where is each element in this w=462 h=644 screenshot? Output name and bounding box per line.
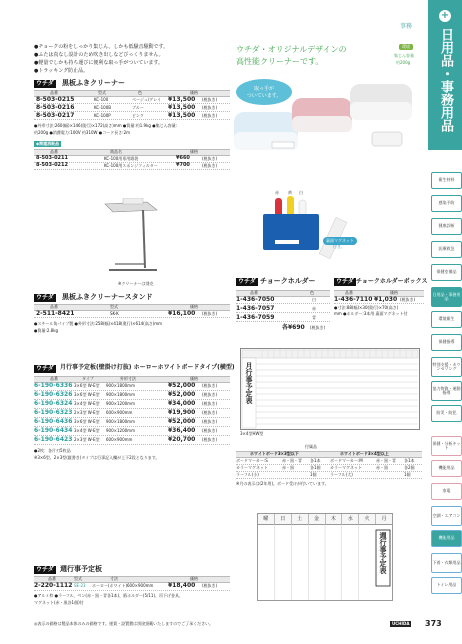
magnet-badge-2: 付き。 — [333, 244, 345, 249]
table-row: 2-220-1112 SE-23 ホーロー(ホワイト)600×900mm ¥18,400 (税抜き) — [34, 583, 230, 591]
price: 各¥690 — [282, 324, 305, 331]
table-row: 1-436-7059 青 — [236, 315, 330, 322]
sidebar-item[interactable]: 機能用品 — [431, 530, 462, 547]
col-header: 商品名 — [110, 149, 122, 154]
spec-text: マグネット(赤・黒各1個)付 — [34, 600, 84, 605]
col-header: ホワイトボード3×3型以下 — [250, 451, 299, 456]
table-row: 6-190-6436 3×6型 W-E型 900×1800mm ¥52,000 (税抜き) — [34, 419, 230, 427]
category-label: 事務 — [400, 23, 413, 30]
spec-text: ●質量:2.8kg — [34, 328, 59, 333]
col-header: ホワイトボード3×4型以上 — [340, 451, 389, 456]
col-header: 価格 — [390, 290, 398, 295]
bubble-text: 取っ手が — [253, 86, 275, 92]
promo-text: ウチダ・オリジナルデザインの — [236, 45, 347, 54]
sidebar-item[interactable]: 特別支援・カウンセリング — [431, 357, 462, 377]
sidebar-item[interactable]: 下着・衣類用品 — [431, 553, 462, 573]
col-header: 品番 — [50, 90, 58, 95]
sidebar-item[interactable]: 感染予防 — [431, 195, 462, 212]
product-title: チョークホルダーボックス — [356, 278, 428, 285]
day-header: 水 — [342, 514, 359, 524]
sidebar-item[interactable]: 空調・エアコン — [431, 506, 462, 526]
col-header: 品番 — [345, 290, 353, 295]
board-title: 週行事予定表 — [379, 532, 387, 574]
table-row: 6-190-6324 3×4型 W-E型 900×1200mm ¥34,000 (税抜き) — [34, 401, 230, 409]
table-row: 2-511-8421 SK-K ¥16,100 (税抜き) — [34, 311, 230, 318]
brand-logo: ウチダ — [336, 278, 354, 285]
feature-line: ●トラッキング防止品。 — [34, 68, 89, 74]
color-label: 黄 — [288, 190, 292, 195]
brand-logo: ウチダ — [36, 365, 54, 372]
table-row: 6-190-6326 3×6型 W-E型 900×1800mm ¥52,000 (税抜き) — [34, 392, 230, 400]
col-header: 品番 — [48, 576, 56, 581]
product-title: 黒板ふきクリーナースタンド — [62, 293, 153, 301]
table-row: 1-436-7050 白 — [236, 297, 330, 304]
col-header: 価格 — [190, 304, 198, 309]
sidebar-item[interactable]: 環境衛生 — [431, 311, 462, 328]
weekly-board-image — [257, 513, 393, 601]
product-title: 月行事予定板(壁掛け打抜) ホーローホワイトボードタイプ(横型) — [60, 364, 235, 371]
brand-logo: ウチダ — [36, 566, 54, 573]
col-header: 外形寸法 — [120, 376, 136, 381]
bubble-text: ついています。 — [246, 93, 282, 99]
spec-text: ●寸法:88(幅)×30(奥行)×70(高さ) — [334, 305, 399, 310]
spec-text: ●アルミ枠 ●ラーフル、ペン(赤・黒・青各1本)、紙ホルダー(5/11)、吊下げ金具、 — [34, 593, 184, 598]
sidebar-item[interactable]: 機能用品 — [431, 460, 462, 477]
product-title: 黒板ふきクリーナー — [62, 79, 125, 87]
col-header: 色 — [138, 90, 142, 95]
color-label: 赤 — [275, 190, 279, 195]
eco-note: 約200g — [396, 60, 411, 65]
brand-logo: ウチダ — [238, 278, 256, 285]
table-row: 8-503-0216 KC-100B ブルー ¥13,500 (税抜き) — [34, 105, 230, 112]
sidebar-item[interactable]: 健康診断 — [431, 218, 462, 235]
feature-line: ●軽量でしかも持ち運びに便利な取っ手がついています。 — [34, 60, 163, 66]
sidebar-item[interactable]: トイレ用品 — [431, 577, 462, 594]
col-header: 価格 — [190, 376, 198, 381]
col-header: 品番 — [50, 304, 58, 309]
day-header: 火 — [359, 514, 376, 524]
eco-badge: 環境 — [399, 44, 413, 50]
table-row: 6-190-6336 3×6型 W-E型 900×1800mm ¥52,000 (税抜き) — [34, 383, 230, 391]
col-header: 寸法 — [110, 576, 118, 581]
col-header: 型式 — [98, 90, 106, 95]
col-header: 価格 — [190, 149, 198, 154]
accessory-title: 付属品 — [305, 444, 317, 449]
note-text: ●2枚：各片刃5枚品 — [34, 448, 71, 453]
spec-text: ●外形寸法:260(幅)×146(奥行)×172(高さ)mm ●質量:約1.9kg ●集じん容量: — [34, 123, 178, 128]
table-row: 8-503-0211 KC-100用専用紙袋 ¥660 (税抜き) — [34, 156, 230, 163]
chalk-holder-image — [255, 188, 365, 268]
price-suffix: (税抜き) — [310, 325, 326, 330]
sub-label: ◆関連消耗品 — [36, 141, 60, 146]
eco-note: 集じん容量 — [394, 53, 414, 58]
sidebar-item[interactable]: 保健指導 — [431, 334, 462, 351]
col-header: 品番 — [250, 290, 258, 295]
table-row: 6-190-6434 3×4型 W-E型 900×1200mm ¥36,400 (税抜き) — [34, 428, 230, 436]
table-row: 8-503-0212 KC-100用スポンジフィルター ¥700 (税抜き) — [34, 163, 230, 170]
footer-note: ◎表示の価格は製品本体のみの価格です。運賃・設置費は別途頂戴いたしますのでご了承ください。 — [34, 621, 214, 626]
col-header: タイプ — [82, 376, 94, 381]
note-text: ※3×6型、2×3型(縦書き)タイプは行事記入欄が上下2段となります。 — [34, 455, 160, 460]
product-title: 週行事予定板 — [60, 565, 102, 573]
col-header: 色 — [310, 290, 314, 295]
sidebar-item[interactable]: 保健・分析キット — [431, 436, 462, 456]
sidebar-item[interactable]: 家電 — [431, 483, 462, 500]
day-header: 曜 — [258, 514, 275, 524]
brand-logo: ウチダ — [36, 80, 54, 87]
sidebar-item[interactable]: 衛生材料 — [431, 172, 462, 189]
color-label: 白 — [299, 190, 303, 195]
table-row: ボードマーカー:S 赤・黒・青 各1本 ボードマーカー:M 赤・黒・青 各1本 — [236, 458, 422, 465]
monthly-board-image — [240, 348, 420, 430]
company-logo: UCHIDA — [392, 621, 410, 626]
sidebar-item[interactable]: 保健室備品 — [431, 264, 462, 281]
day-header: 金 — [309, 514, 326, 524]
sidebar-item[interactable]: 医療救急 — [431, 241, 462, 258]
col-header: 価格 — [190, 90, 198, 95]
page-number: 373 — [425, 619, 442, 628]
note-text: ※月の表示は(2年用)。ボード受けが付いています。 — [236, 481, 329, 486]
sidebar-item-active[interactable]: 日用品・事務用品 — [431, 287, 462, 307]
magnet-badge: 裏面マグネット — [323, 237, 357, 245]
col-header: 型式 — [74, 576, 82, 581]
day-header: 土 — [292, 514, 309, 524]
feature-line: ●ふたは真なし設計のため吹き出しなどびっくりません。 — [34, 52, 164, 58]
spec-text: 約200g ●消費電力:100V 約310W ●コード長さ:2m — [34, 130, 131, 135]
col-header: 品番 — [50, 376, 58, 381]
day-header: 木 — [326, 514, 343, 524]
image-caption: 3×4型HW型 — [240, 431, 264, 436]
feature-line: ●チョークの粉をしっかり集じん。しかも低騒音駆動です。 — [34, 44, 169, 50]
day-header: 日 — [275, 514, 292, 524]
brand-logo: ウチダ — [36, 294, 54, 301]
table-row: 6-190-6323 2×3型 W-E型 600×900mm ¥19,900 (税抜き) — [34, 410, 230, 418]
board-title: 月行事予定表 — [245, 362, 253, 404]
table-row: 1-436-7110 ¥1,030 (税抜き) — [334, 297, 424, 304]
sidebar-title: 日用品・事務用品 — [438, 28, 453, 132]
stand-image — [95, 198, 165, 278]
sidebar-item[interactable]: 防災・防犯 — [431, 405, 462, 422]
promo-text: 高性能クリーナーです。 — [236, 57, 324, 66]
spec-text: ●スチール角パイプ製 ●外形寸法:258(幅)×418(奥行)×614(高さ)mm — [34, 321, 163, 326]
product-title: チョークホルダー — [260, 277, 316, 285]
image-caption: ※クリーナーは別売 — [118, 281, 154, 286]
col-header: 価格 — [190, 576, 198, 581]
table-row: ラーフル(小) 1個 ラーフル(大) 1個 — [236, 472, 422, 479]
sidebar-item[interactable]: 協力物資・運動指導 — [431, 381, 462, 401]
col-header: 品番 — [50, 149, 58, 154]
sidebar-header — [428, 0, 462, 150]
spec-text: mm ●ホルダー:3本用 裏面マグネット付 — [334, 311, 408, 316]
table-row: 8-503-0215 KC-100 ベージュ/グレイ ¥13,500 (税抜き) — [34, 97, 230, 104]
day-header: 月 — [381, 516, 387, 522]
table-row: 8-503-0217 KC-100P ピンク ¥13,500 (税抜き) — [34, 113, 230, 120]
table-row: カラーマグネット 赤・黒 各1個 カラーマグネット 赤・黒 各2個 — [236, 465, 422, 472]
cleaner-image — [232, 72, 422, 162]
table-row: 1-436-7057 赤 — [236, 306, 330, 313]
table-row: 6-190-6423 2×3型 W-E型 600×900mm ¥20,700 (税抜き) — [34, 437, 230, 445]
plus-icon: + — [440, 10, 450, 21]
col-header: 型式 — [110, 304, 118, 309]
